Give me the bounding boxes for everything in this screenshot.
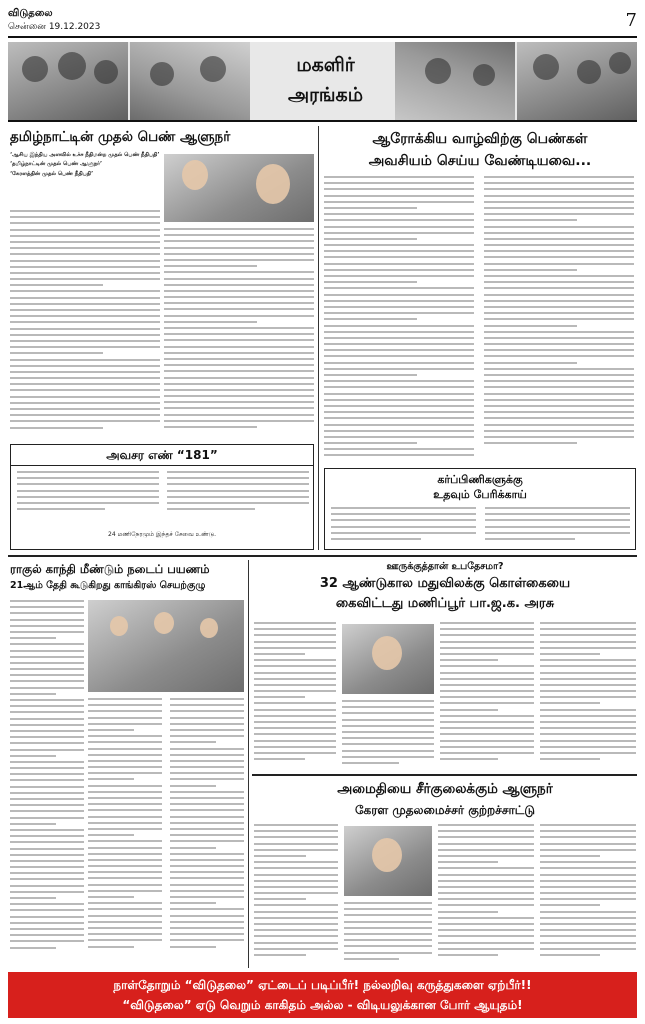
banner-photo-left-2: [130, 42, 250, 122]
article-rahul-gandhi: [10, 560, 244, 594]
rahul-photo: [88, 600, 244, 692]
pregnant-heading-line1: கர்ப்பிணிகளுக்கு: [437, 473, 523, 486]
governor-body-col2: [164, 228, 314, 442]
column-divider-bottom: [248, 560, 249, 968]
pregnant-box: [324, 468, 636, 550]
footer-line1: நாள்தோறும் “விடுதலை” ஏட்டைப் படிப்பீர்! நல்லறிவு கருத்துகளை ஏற்பீர்!!: [113, 978, 532, 992]
manipur-headline-line1: 32 ஆண்டுகால மதுவிலக்கு கொள்கையை: [319, 576, 571, 591]
section-banner: [8, 42, 637, 122]
manipur-body-col3: [440, 622, 534, 770]
manipur-body-col1: [254, 622, 336, 770]
kerala-headline-line2: கேரள முதலமைச்சர் குற்றச்சாட்டு: [355, 803, 535, 817]
health-body-col2: [484, 176, 634, 466]
footer-line2: “விடுதலை” ஏடு வெறும் காகிதம் அல்ல - விடியலுக்கான போர் ஆயுதம்!: [122, 998, 523, 1012]
section-separator: [8, 555, 637, 557]
kerala-body-col4: [540, 824, 636, 966]
rahul-body-col3: [170, 698, 244, 966]
manipur-body-col4: [540, 622, 636, 770]
article-kerala-governor: [254, 778, 636, 820]
kerala-headline-line1: அமைதியை சீர்குலைக்கும் ஆளுநர்: [337, 781, 553, 797]
banner-title-line2: அரங்கம்: [287, 84, 364, 106]
pregnant-body-col2: [485, 507, 630, 547]
rahul-headline: ராகுல் காந்தி மீண்டும் நடைப் பயணம்: [10, 562, 210, 576]
health-headline-line1: ஆரோக்கிய வாழ்விற்கு பெண்கள்: [372, 131, 588, 147]
manipur-body-col2: [342, 700, 434, 770]
article-first-woman-governor: [10, 126, 314, 148]
governor-photo: [164, 154, 314, 222]
article-manipur: [254, 560, 636, 614]
governor-intro-2: ‘தமிழ்நாட்டின் முதல் பெண் ஆளுநர்’: [10, 161, 103, 168]
banner-title: [253, 50, 398, 110]
governor-headline: தமிழ்நாட்டின் முதல் பெண் ஆளுநர்: [10, 129, 231, 145]
issue-date: சென்னை 19.12.2023: [8, 22, 101, 32]
manipur-kicker: ஊருக்குத்தான் உபதேசமா?: [386, 561, 504, 572]
governor-intro-3: ‘கேரளத்தின் முதல் பெண் நீதிபதி’: [10, 170, 94, 177]
manipur-cm-photo: [342, 624, 434, 694]
helpline-heading: அவசர எண் “181”: [11, 445, 313, 466]
banner-photo-right-2: [395, 42, 515, 122]
health-headline-line2: அவசியம் செய்ய வேண்டியவை...: [368, 153, 592, 169]
article-women-health: [324, 128, 636, 172]
paper-name: விடுதலை: [8, 8, 53, 19]
helpline-body-col1: [17, 471, 159, 521]
masthead: [8, 6, 637, 38]
helpline-box: [10, 444, 314, 550]
governor-intro-1: ‘ஆசிய இந்திய அளவில் உச்ச நீதிமன்ற முதல் பெண் நீதிபதி’: [10, 152, 160, 158]
rahul-subhead: 21ஆம் தேதி கூடுகிறது காங்கிரஸ் செயற்குழு: [10, 580, 206, 591]
pregnant-body-col1: [331, 507, 476, 547]
kerala-body-col1: [254, 824, 338, 966]
banner-title-line1: மகளிர்: [296, 54, 355, 76]
governor-body-col1: [10, 210, 160, 442]
pregnant-heading-line2: உதவும் பேரிக்காய்: [433, 488, 527, 501]
kerala-body-col3: [438, 824, 534, 966]
page-number: 7: [625, 10, 637, 31]
banner-photo-left: [8, 42, 128, 122]
kerala-body-col2: [344, 902, 432, 966]
rahul-body-col2: [88, 698, 162, 966]
health-body-col1: [324, 176, 474, 466]
helpline-body-col2: [167, 471, 309, 521]
kerala-cm-photo: [344, 826, 432, 896]
rahul-body-col1: [10, 600, 84, 966]
manipur-kerala-separator: [252, 774, 637, 776]
footer-banner: [8, 972, 637, 1018]
column-divider-top: [318, 126, 319, 550]
manipur-headline-line2: கைவிட்டது மணிப்பூர் பா.ஜ.க. அரசு: [335, 596, 555, 611]
banner-photo-right: [517, 42, 637, 122]
governor-intro: [10, 152, 160, 178]
helpline-footnote: 24 மணிநேரமும் இந்தச் சேவை உண்டு.: [108, 531, 216, 538]
